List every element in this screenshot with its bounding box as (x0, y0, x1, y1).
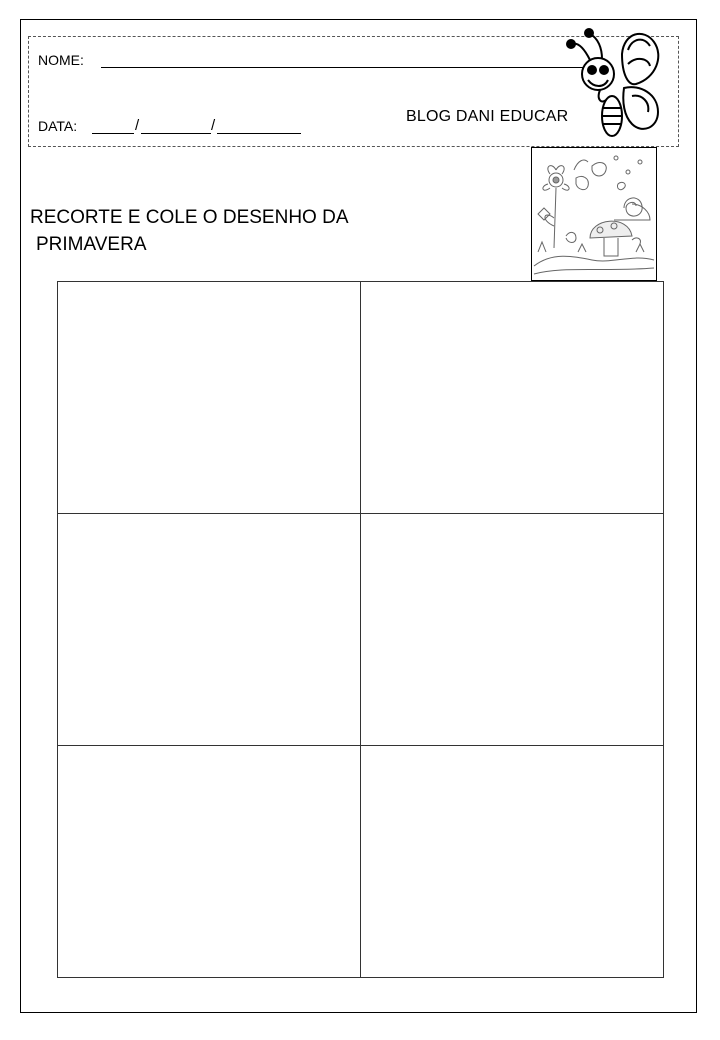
paste-grid (57, 281, 664, 978)
instruction-text (30, 204, 349, 258)
name-field-line[interactable] (101, 67, 589, 68)
date-year-line[interactable] (217, 133, 301, 134)
paste-box (361, 514, 663, 746)
butterfly-mascot-icon (562, 24, 666, 142)
instruction-line-1: RECORTE E COLE O DESENHO DA (30, 207, 349, 228)
date-separator: / (135, 117, 140, 134)
date-month-line[interactable] (141, 133, 211, 134)
date-day-line[interactable] (92, 133, 134, 134)
paste-box (361, 746, 663, 977)
date-label: DATA: (38, 118, 78, 134)
name-label: NOME: (38, 52, 84, 68)
paste-box (58, 514, 361, 746)
spring-garden-thumbnail (531, 147, 657, 281)
paste-box (361, 282, 663, 514)
spring-garden-drawing-icon (532, 148, 656, 280)
blog-credit: BLOG DANI EDUCAR (406, 108, 569, 125)
paste-box (58, 746, 361, 977)
instruction-line-2: PRIMAVERA (36, 234, 147, 255)
date-separator: / (211, 117, 216, 134)
paste-box (58, 282, 361, 514)
